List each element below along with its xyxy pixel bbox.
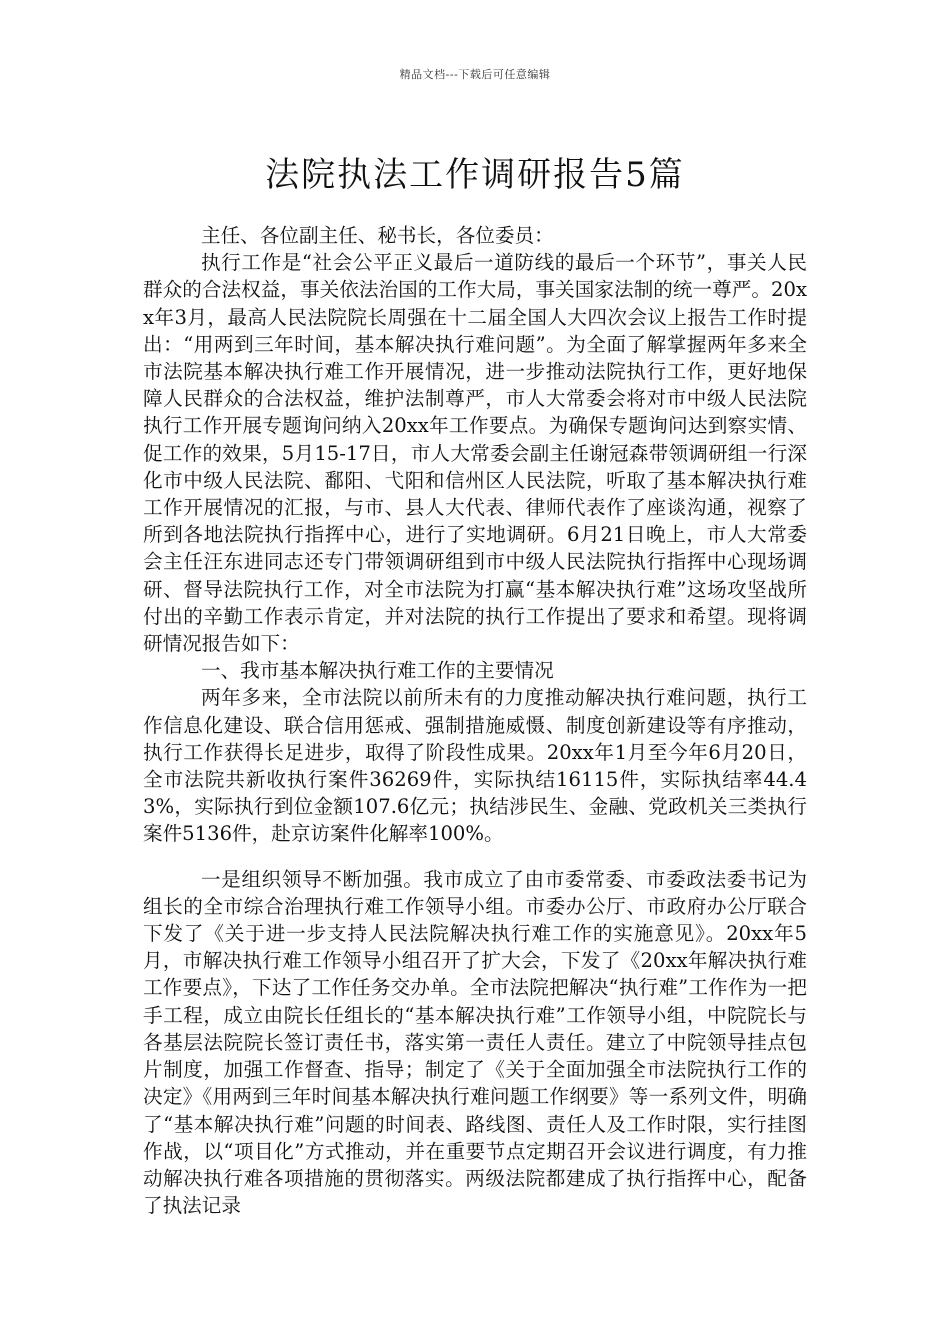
header-note: 精品文档---下载后可任意编辑 xyxy=(399,68,551,81)
document-title: 法院执法工作调研报告5篇 xyxy=(265,154,685,195)
paragraph-overview: 两年多来，全市法院以前所未有的力度推动解决执行难问题，执行工作信息化建设、联合信用惩戒、强制措施威慑、制度创新建设等有序推动，执行工作获得长足进步，取得了阶段性成果。20xx年1月至今年6月20日，全市法院共新收执行案件36269件，实际执结16115件，实际执结率44.43%，实际执行到位金额107.6亿元；执结涉民生、金融、党政机关三类执行案件5136件，赴京访案件化解率100%。 xyxy=(143,686,807,846)
paragraph-organization: 一是组织领导不断加强。我市成立了由市委常委、市委政法委书记为组长的全市综合治理执行难工作领导小组。市委办公厅、市政府办公厅联合下发了《关于进一步支持人民法院解决执行难工作的实施意见》。20xx年5月，市解决执行难工作领导小组召开了扩大会，下发了《20xx年解决执行难工作要点》，下达了工作任务交办单。全市法院把解决“执行难”工作作为一把手工程，成立由院长任组长的“基本解决执行难”工作领导小组，中院院长与各基层法院院长签订责任书，落实第一责任人责任。建立了中院领导挂点包片制度，加强工作督查、指导；制定了《关于全面加强全市法院执行工作的决定》《用两到三年时间基本解决执行难问题工作纲要》等一系列文件，明确了“基本解决执行难”问题的时间表、路线图、责任人及工作时限，实行挂图作战，以“项目化”方式推动，并在重要节点定期召开会议进行调度，有力推动解决执行难各项措施的贯彻落实。两级法院都建成了执行指挥中心，配备了执法记录 xyxy=(143,867,807,1218)
paragraph-spacer xyxy=(143,848,807,866)
paragraph-intro: 执行工作是“社会公平正义最后一道防线的最后一个环节”，事关人民群众的合法权益，事关依法治国的工作大局，事关国家法制的统一尊严。20xx年3月，最高人民法院院长周强在十二届全国人大四次会议上报告工作时提出：“用两到三年时间，基本解决执行难问题”。为全面了解掌握两年多来全市法院基本解决执行难工作开展情况，进一步推动法院执行工作，更好地保障人民群众的合法权益，维护法制尊严，市人大常委会将对市中级人民法院执行工作开展专题询问纳入20xx年工作要点。为确保专题询问达到察实情、促工作的效果，5月15-17日，市人大常委会副主任谢冠森带领调研组一行深化市中级人民法院、鄱阳、弋阳和信州区人民法院，听取了基本解决执行难工作开展情况的汇报，与市、县人大代表、律师代表作了座谈沟通，视察了所到各地法院执行指挥中心，进行了实地调研。6月21日晚上，市人大常委会主任汪东进同志还专门带领调研组到市中级人民法院执行指挥中心现场调研、督导法院执行工作，对全市法院为打赢“基本解决执行难”这场攻坚战所付出的辛勤工作表示肯定，并对法院的执行工作提出了要求和希望。现将调研情况报告如下： xyxy=(143,251,807,656)
document-body xyxy=(143,222,807,1219)
salutation: 主任、各位副主任、秘书长，各位委员： xyxy=(201,224,554,247)
section-heading: 一、我市基本解决执行难工作的主要情况 xyxy=(201,659,554,683)
